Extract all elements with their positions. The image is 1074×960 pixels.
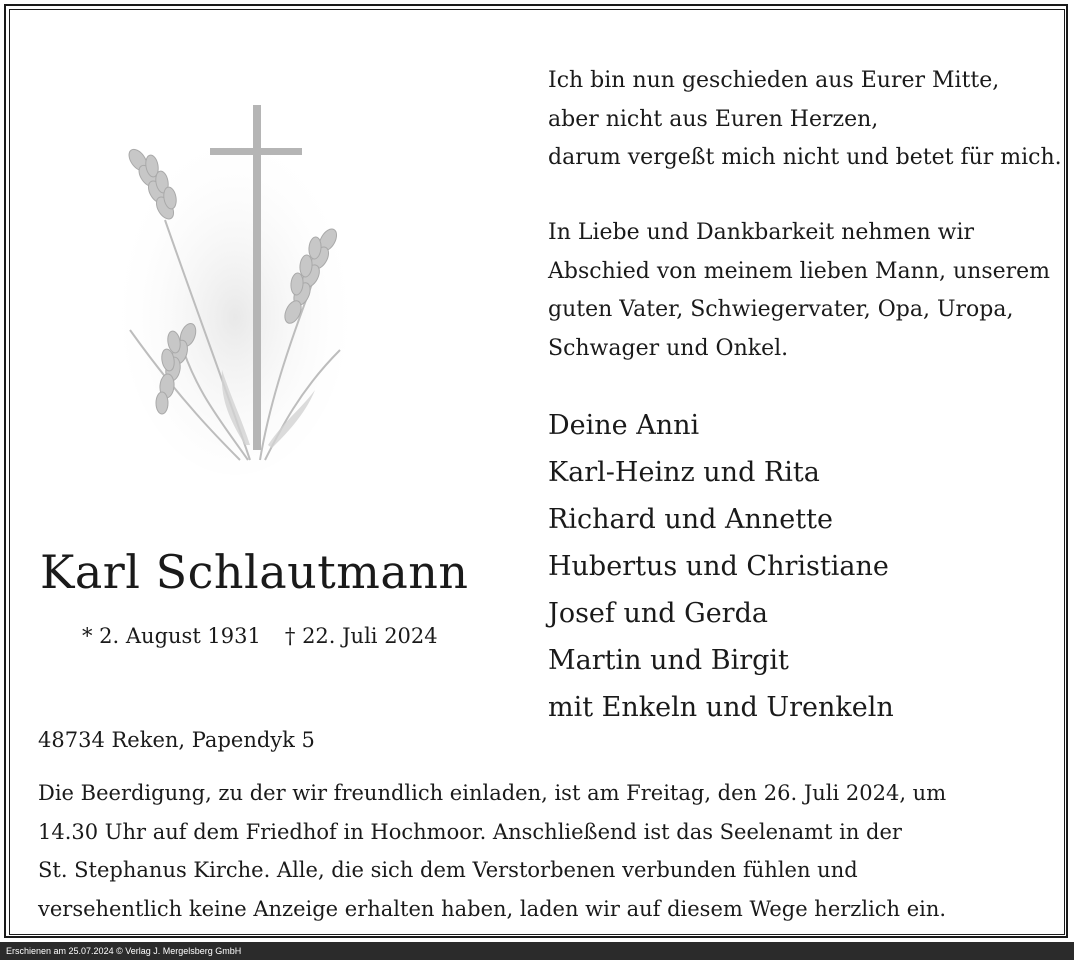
mourner-name: Josef und Gerda <box>548 598 768 629</box>
death-date: † 22. Juli 2024 <box>284 624 438 648</box>
funeral-line: Die Beerdigung, zu der wir freundlich einladen, ist am Freitag, den 26. Juli 2024, um <box>38 781 947 805</box>
mourners-list <box>548 402 1068 731</box>
publication-footer: Erschienen am 25.07.2024 © Verlag J. Mergelsberg GmbH <box>0 942 1074 960</box>
funeral-line: St. Stephanus Kirche. Alle, die sich dem Verstorbenen verbunden fühlen und <box>38 858 858 882</box>
farewell-line: guten Vater, Schwiegervater, Opa, Uropa, <box>548 297 1014 322</box>
mourner-name: Richard und Annette <box>548 504 833 535</box>
mourner-name: Deine Anni <box>548 410 700 441</box>
mourner-name: mit Enkeln und Urenkeln <box>548 692 894 723</box>
family-address: 48734 Reken, Papendyk 5 <box>38 728 315 752</box>
poem-verse <box>548 62 1068 178</box>
deceased-name: Karl Schlautmann <box>40 545 469 599</box>
farewell-line: In Liebe und Dankbarkeit nehmen wir <box>548 220 975 245</box>
poem-line: darum vergeßt mich nicht und betet für mich. <box>548 145 1062 170</box>
life-dates <box>82 624 438 648</box>
poem-line: aber nicht aus Euren Herzen, <box>548 106 879 132</box>
poem-line: Ich bin nun geschieden aus Eurer Mitte, <box>548 68 1000 93</box>
mourner-name: Hubertus und Christiane <box>548 551 889 582</box>
funeral-line: versehentlich keine Anzeige erhalten haben, laden wir auf diesem Wege herzlich ein. <box>38 896 947 921</box>
farewell-text <box>548 214 1068 368</box>
farewell-line: Schwager und Onkel. <box>548 335 789 361</box>
cross-with-wheat-icon <box>110 100 350 480</box>
mourner-name: Martin und Birgit <box>548 645 789 676</box>
farewell-line: Abschied von meinem lieben Mann, unserem <box>548 258 1051 284</box>
funeral-details <box>38 774 1038 928</box>
birth-date: * 2. August 1931 <box>82 624 261 648</box>
mourner-name: Karl-Heinz und Rita <box>548 457 820 488</box>
funeral-line: 14.30 Uhr auf dem Friedhof in Hochmoor. Anschließend ist das Seelenamt in der <box>38 819 902 844</box>
